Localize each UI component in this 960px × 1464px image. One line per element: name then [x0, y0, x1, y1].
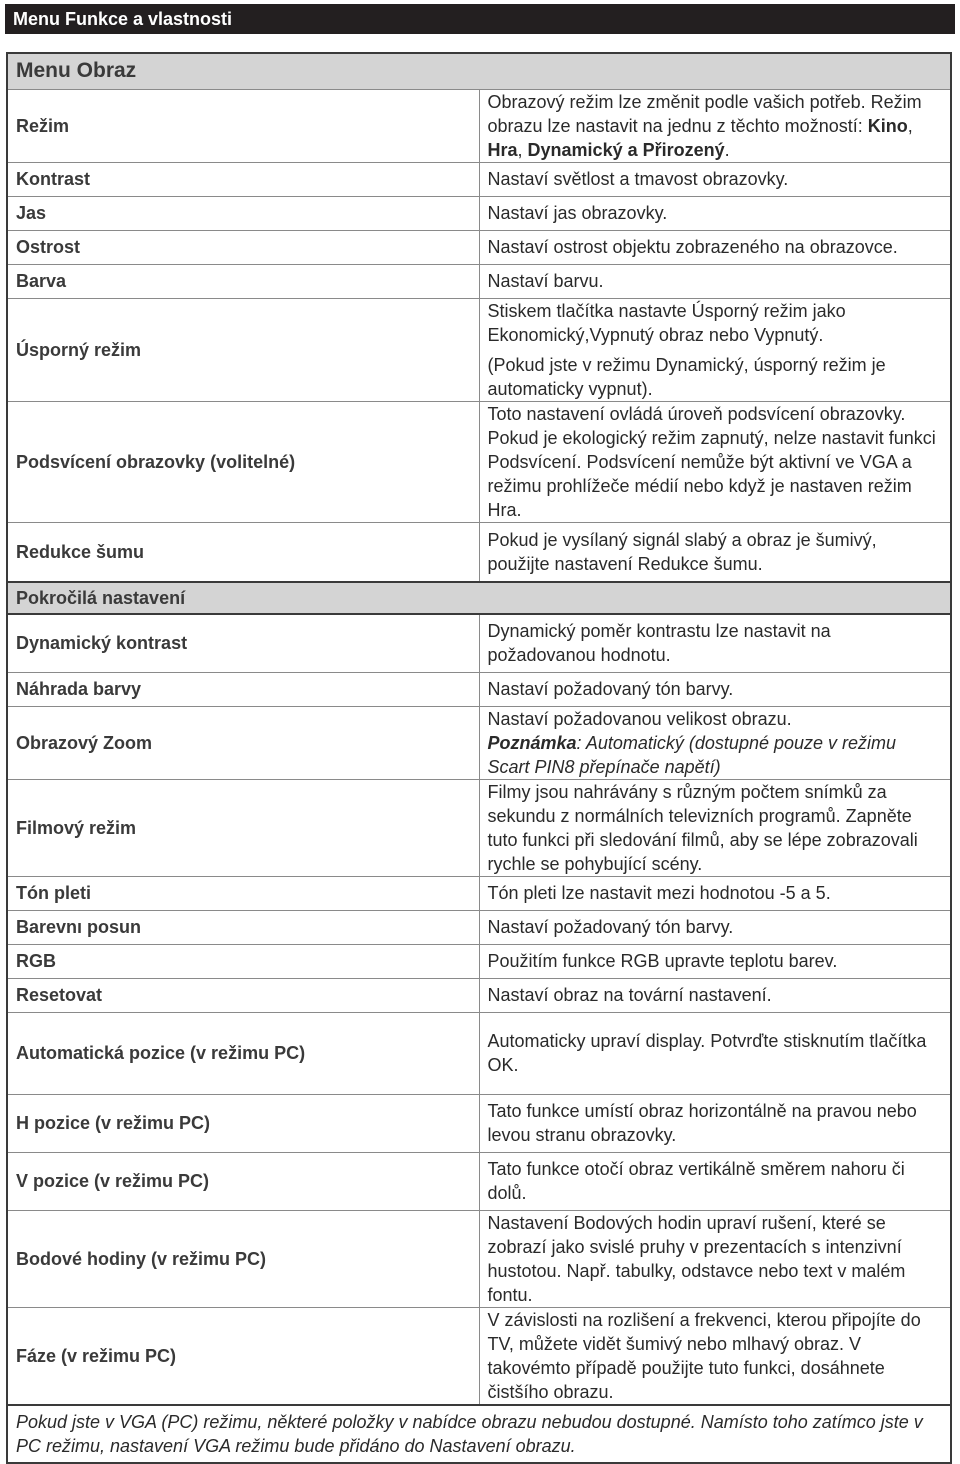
row-label: Ostrost — [7, 230, 479, 264]
row-description: Nastaví obraz na tovární nastavení. — [479, 978, 951, 1012]
footer-note-row — [7, 1405, 951, 1463]
row-label: Obrazový Zoom — [7, 706, 479, 779]
menu-title-row — [7, 53, 951, 89]
row-description: Nastaví barvu. — [479, 264, 951, 298]
footer-note: Pokud jste v VGA (PC) režimu, některé položky v nabídce obrazu nebudou dostupné. Namísto toho zatímco jste v PC režimu, nastavení VGA režimu bude přidáno do Nastavení obrazu. — [7, 1405, 951, 1463]
table-row — [7, 230, 951, 264]
row-description: Obrazový režim lze změnit podle vašich potřeb. Režim obrazu lze nastavit na jednu z těchto možností: Kino, Hra, Dynamický a Přirozený. — [479, 89, 951, 162]
menu-title: Menu Obraz — [7, 53, 951, 89]
table-row — [7, 522, 951, 582]
table-row — [7, 672, 951, 706]
table-row — [7, 1094, 951, 1152]
row-label: Redukce šumu — [7, 522, 479, 582]
row-description: Nastaví požadovanou velikost obrazu. Poznámka: Automatický (dostupné pouze v režimu Scart PIN8 přepínače napětí) — [479, 706, 951, 779]
advanced-section-row — [7, 582, 951, 614]
row-description: Tato funkce umístí obraz horizontálně na pravou nebo levou stranu obrazovky. — [479, 1094, 951, 1152]
row-label: H pozice (v režimu PC) — [7, 1094, 479, 1152]
table-row — [7, 89, 951, 162]
row-label: Filmový režim — [7, 779, 479, 876]
row-description: Toto nastavení ovládá úroveň podsvícení obrazovky. Pokud je ekologický režim zapnutý, nelze nastavit funkci Podsvícení. Podsvícení nemůže být aktivní ve VGA a režimu prohlížeče médií nebo když je nastaven režim Hra. — [479, 401, 951, 522]
row-label: Automatická pozice (v režimu PC) — [7, 1012, 479, 1094]
row-description: Nastaví požadovaný tón barvy. — [479, 910, 951, 944]
row-description: Nastaví požadovaný tón barvy. — [479, 672, 951, 706]
table-row — [7, 162, 951, 196]
table-row — [7, 910, 951, 944]
table-row — [7, 298, 951, 401]
row-label: V pozice (v režimu PC) — [7, 1152, 479, 1210]
zoom-note: Poznámka: Automatický (dostupné pouze v režimu Scart PIN8 přepínače napětí) — [487, 732, 897, 777]
row-description: Nastavení Bodových hodin upraví rušení, které se zobrazí jako svislé pruhy v prezentacích s intenzivní hustotou. Např. tabulky, odstavce nebo text v malém fontu. — [479, 1210, 951, 1307]
picture-menu-table — [6, 52, 952, 1464]
table-row — [7, 779, 951, 876]
row-label: Bodové hodiny (v režimu PC) — [7, 1210, 479, 1307]
table-row — [7, 264, 951, 298]
row-label: RGB — [7, 944, 479, 978]
row-label: Režim — [7, 89, 479, 162]
row-label: Náhrada barvy — [7, 672, 479, 706]
table-row — [7, 614, 951, 672]
advanced-section-title: Pokročilá nastavení — [7, 582, 951, 614]
row-description: Nastaví ostrost objektu zobrazeného na obrazovce. — [479, 230, 951, 264]
table-row — [7, 876, 951, 910]
table-row — [7, 196, 951, 230]
row-description: Stiskem tlačítka nastavte Úsporný režim jako Ekonomický,Vypnutý obraz nebo Vypnutý. (Pokud jste v režimu Dynamický, úsporný režim je automaticky vypnut). — [479, 298, 951, 401]
row-description: Použitím funkce RGB upravte teplotu barev. — [479, 944, 951, 978]
table-row — [7, 1012, 951, 1094]
table-row — [7, 978, 951, 1012]
row-description: Nastaví jas obrazovky. — [479, 196, 951, 230]
table-row — [7, 401, 951, 522]
row-description: Tón pleti lze nastavit mezi hodnotou -5 a 5. — [479, 876, 951, 910]
row-label: Barva — [7, 264, 479, 298]
row-label: Resetovat — [7, 978, 479, 1012]
row-label: Jas — [7, 196, 479, 230]
row-label: Podsvícení obrazovky (volitelné) — [7, 401, 479, 522]
row-label: Tón pleti — [7, 876, 479, 910]
row-label: Kontrast — [7, 162, 479, 196]
row-description: Filmy jsou nahrávány s různým počtem snímků za sekundu z normálních televizních programů. Zapněte tuto funkci při sledování filmů, aby se lépe zobrazovali rychle se pohybující scény. — [479, 779, 951, 876]
row-description: Pokud je vysílaný signál slabý a obraz je šumivý, použijte nastavení Redukce šumu. — [479, 522, 951, 582]
row-label: Úsporný režim — [7, 298, 479, 401]
row-label: Fáze (v režimu PC) — [7, 1307, 479, 1405]
row-description: Nastaví světlost a tmavost obrazovky. — [479, 162, 951, 196]
row-label: Barevnı posun — [7, 910, 479, 944]
row-description: Tato funkce otočí obraz vertikálně směrem nahoru či dolů. — [479, 1152, 951, 1210]
table-row — [7, 944, 951, 978]
table-row — [7, 1210, 951, 1307]
row-label: Dynamický kontrast — [7, 614, 479, 672]
row-description: Automaticky upraví display. Potvrďte stisknutím tlačítka OK. — [479, 1012, 951, 1094]
row-description: Dynamický poměr kontrastu lze nastavit na požadovanou hodnotu. — [479, 614, 951, 672]
table-row — [7, 1307, 951, 1405]
page-header: Menu Funkce a vlastnosti — [5, 4, 955, 34]
table-row — [7, 706, 951, 779]
table-row — [7, 1152, 951, 1210]
row-description: V závislosti na rozlišení a frekvenci, kterou připojíte do TV, můžete vidět šumivý nebo mlhavý obraz. V takovémto případě použijte tuto funkci, dosáhnete čistšího obrazu. — [479, 1307, 951, 1405]
